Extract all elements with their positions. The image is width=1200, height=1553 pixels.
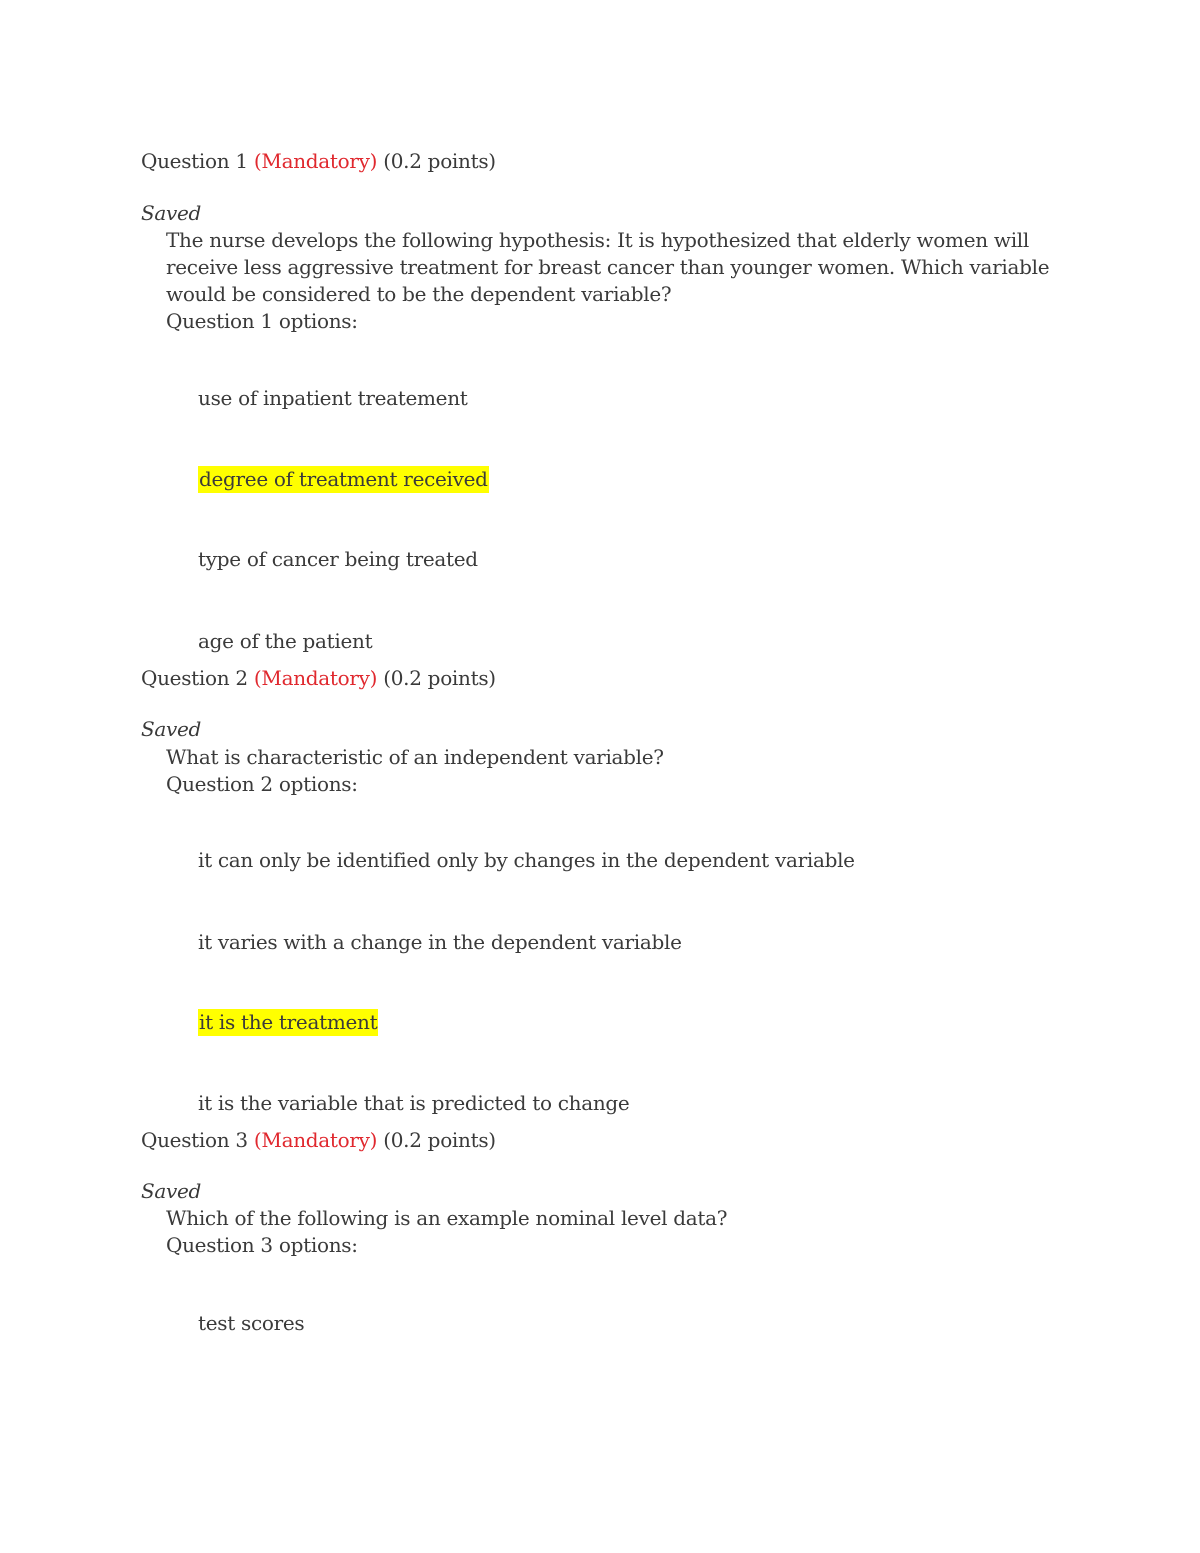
question-1-options-label: Question 1 options: [166,309,358,333]
question-2-label: Question 2 [141,666,248,690]
question-3-saved-status: Saved [141,1179,202,1203]
question-2-option-4[interactable]: it is the variable that is predicted to change [198,1091,630,1115]
question-2-title [141,665,496,692]
question-1-prompt-line-3: would be considered to be the dependent variable? [166,282,672,306]
question-2-option-3[interactable] [198,1009,378,1036]
question-1-label: Question 1 [141,149,248,173]
question-3-mandatory-tag: (Mandatory) [253,1128,378,1152]
question-2-option-3-highlight: it is the treatment [199,1010,378,1034]
question-3-options-label: Question 3 options: [166,1233,358,1257]
question-1-prompt-line-2: receive less aggressive treatment for breast cancer than younger women. Which variable [166,255,1050,279]
question-2-option-2[interactable]: it varies with a change in the dependent variable [198,930,682,954]
question-2-options-label: Question 2 options: [166,772,358,796]
question-1-mandatory-tag: (Mandatory) [253,149,378,173]
question-1-option-2[interactable] [198,466,489,493]
question-1-prompt-line-1: The nurse develops the following hypothesis: It is hypothesized that elderly women will [166,228,1029,252]
question-3-label: Question 3 [141,1128,248,1152]
question-2-prompt-line-1: What is characteristic of an independent variable? [166,745,664,769]
question-1-saved-status: Saved [141,201,202,225]
question-1-option-4[interactable]: age of the patient [198,629,373,653]
question-3-title [141,1127,496,1154]
question-2-points: (0.2 points) [383,666,496,690]
question-1-option-2-highlight: degree of treatment received [199,467,488,491]
question-2-mandatory-tag: (Mandatory) [253,666,378,690]
question-3-prompt-line-1: Which of the following is an example nominal level data? [166,1206,728,1230]
question-1-option-1[interactable]: use of inpatient treatement [198,386,468,410]
question-2-option-1[interactable]: it can only be identified only by changes in the dependent variable [198,848,855,872]
question-1-points: (0.2 points) [383,149,496,173]
question-3-points: (0.2 points) [383,1128,496,1152]
question-3-option-1[interactable]: test scores [198,1311,305,1335]
question-1-option-3[interactable]: type of cancer being treated [198,547,478,571]
question-2-saved-status: Saved [141,717,202,741]
question-1-title [141,148,496,175]
